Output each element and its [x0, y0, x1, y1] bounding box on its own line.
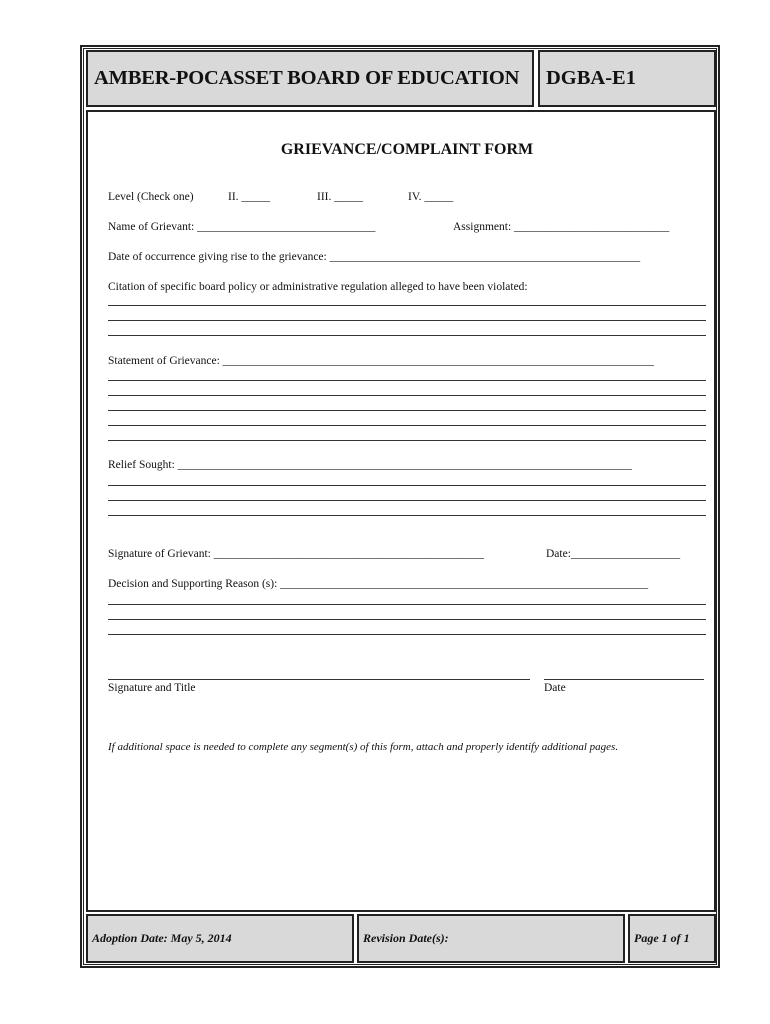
statement-field[interactable]: Statement of Grievance: ___________________________________________________________________________: [108, 355, 654, 367]
date-occurrence-field[interactable]: Date of occurrence giving rise to the grievance: ______________________________________________________: [108, 251, 641, 263]
adoption-date: Adoption Date: May 5, 2014: [86, 914, 354, 963]
grievant-date-field[interactable]: Date:___________________: [546, 548, 681, 560]
citation-line[interactable]: [108, 305, 706, 306]
statement-line[interactable]: [108, 425, 706, 426]
relief-line[interactable]: [108, 515, 706, 516]
level-label: Level (Check one): [108, 191, 194, 203]
decision-line[interactable]: [108, 634, 706, 635]
header-code: DGBA-E1: [538, 50, 716, 107]
form-title: GRIEVANCE/COMPLAINT FORM: [280, 141, 534, 158]
page-number: Page 1 of 1: [628, 914, 716, 963]
signature-title-caption: Signature and Title: [108, 682, 196, 694]
grievant-name-field[interactable]: Name of Grievant: _______________________________: [108, 221, 376, 233]
decision-field[interactable]: Decision and Supporting Reason (s): ________________________________________________________________: [108, 578, 649, 590]
citation-line[interactable]: [108, 335, 706, 336]
additional-space-note: If additional space is needed to complete any segment(s) of this form, attach and properly identify additional pages.: [108, 741, 619, 753]
relief-line[interactable]: [108, 485, 706, 486]
statement-line[interactable]: [108, 440, 706, 441]
statement-line[interactable]: [108, 395, 706, 396]
decision-line[interactable]: [108, 619, 706, 620]
assignment-field[interactable]: Assignment: ___________________________: [453, 221, 670, 233]
level-iv-field[interactable]: IV. _____: [408, 191, 454, 203]
signature-title-line[interactable]: [108, 679, 530, 680]
relief-line[interactable]: [108, 500, 706, 501]
header-title: AMBER-POCASSET BOARD OF EDUCATION: [86, 50, 534, 107]
signature-date-line[interactable]: [544, 679, 704, 680]
grievant-signature-field[interactable]: Signature of Grievant: _______________________________________________: [108, 548, 484, 560]
statement-line[interactable]: [108, 410, 706, 411]
signature-date-caption: Date: [544, 682, 566, 694]
relief-field[interactable]: Relief Sought: _______________________________________________________________________________: [108, 459, 632, 471]
level-ii-field[interactable]: II. _____: [228, 191, 271, 203]
level-iii-field[interactable]: III. _____: [317, 191, 363, 203]
revision-dates: Revision Date(s):: [357, 914, 625, 963]
statement-line[interactable]: [108, 380, 706, 381]
citation-line[interactable]: [108, 320, 706, 321]
citation-label: Citation of specific board policy or administrative regulation alleged to have been violated:: [108, 281, 528, 293]
decision-line[interactable]: [108, 604, 706, 605]
